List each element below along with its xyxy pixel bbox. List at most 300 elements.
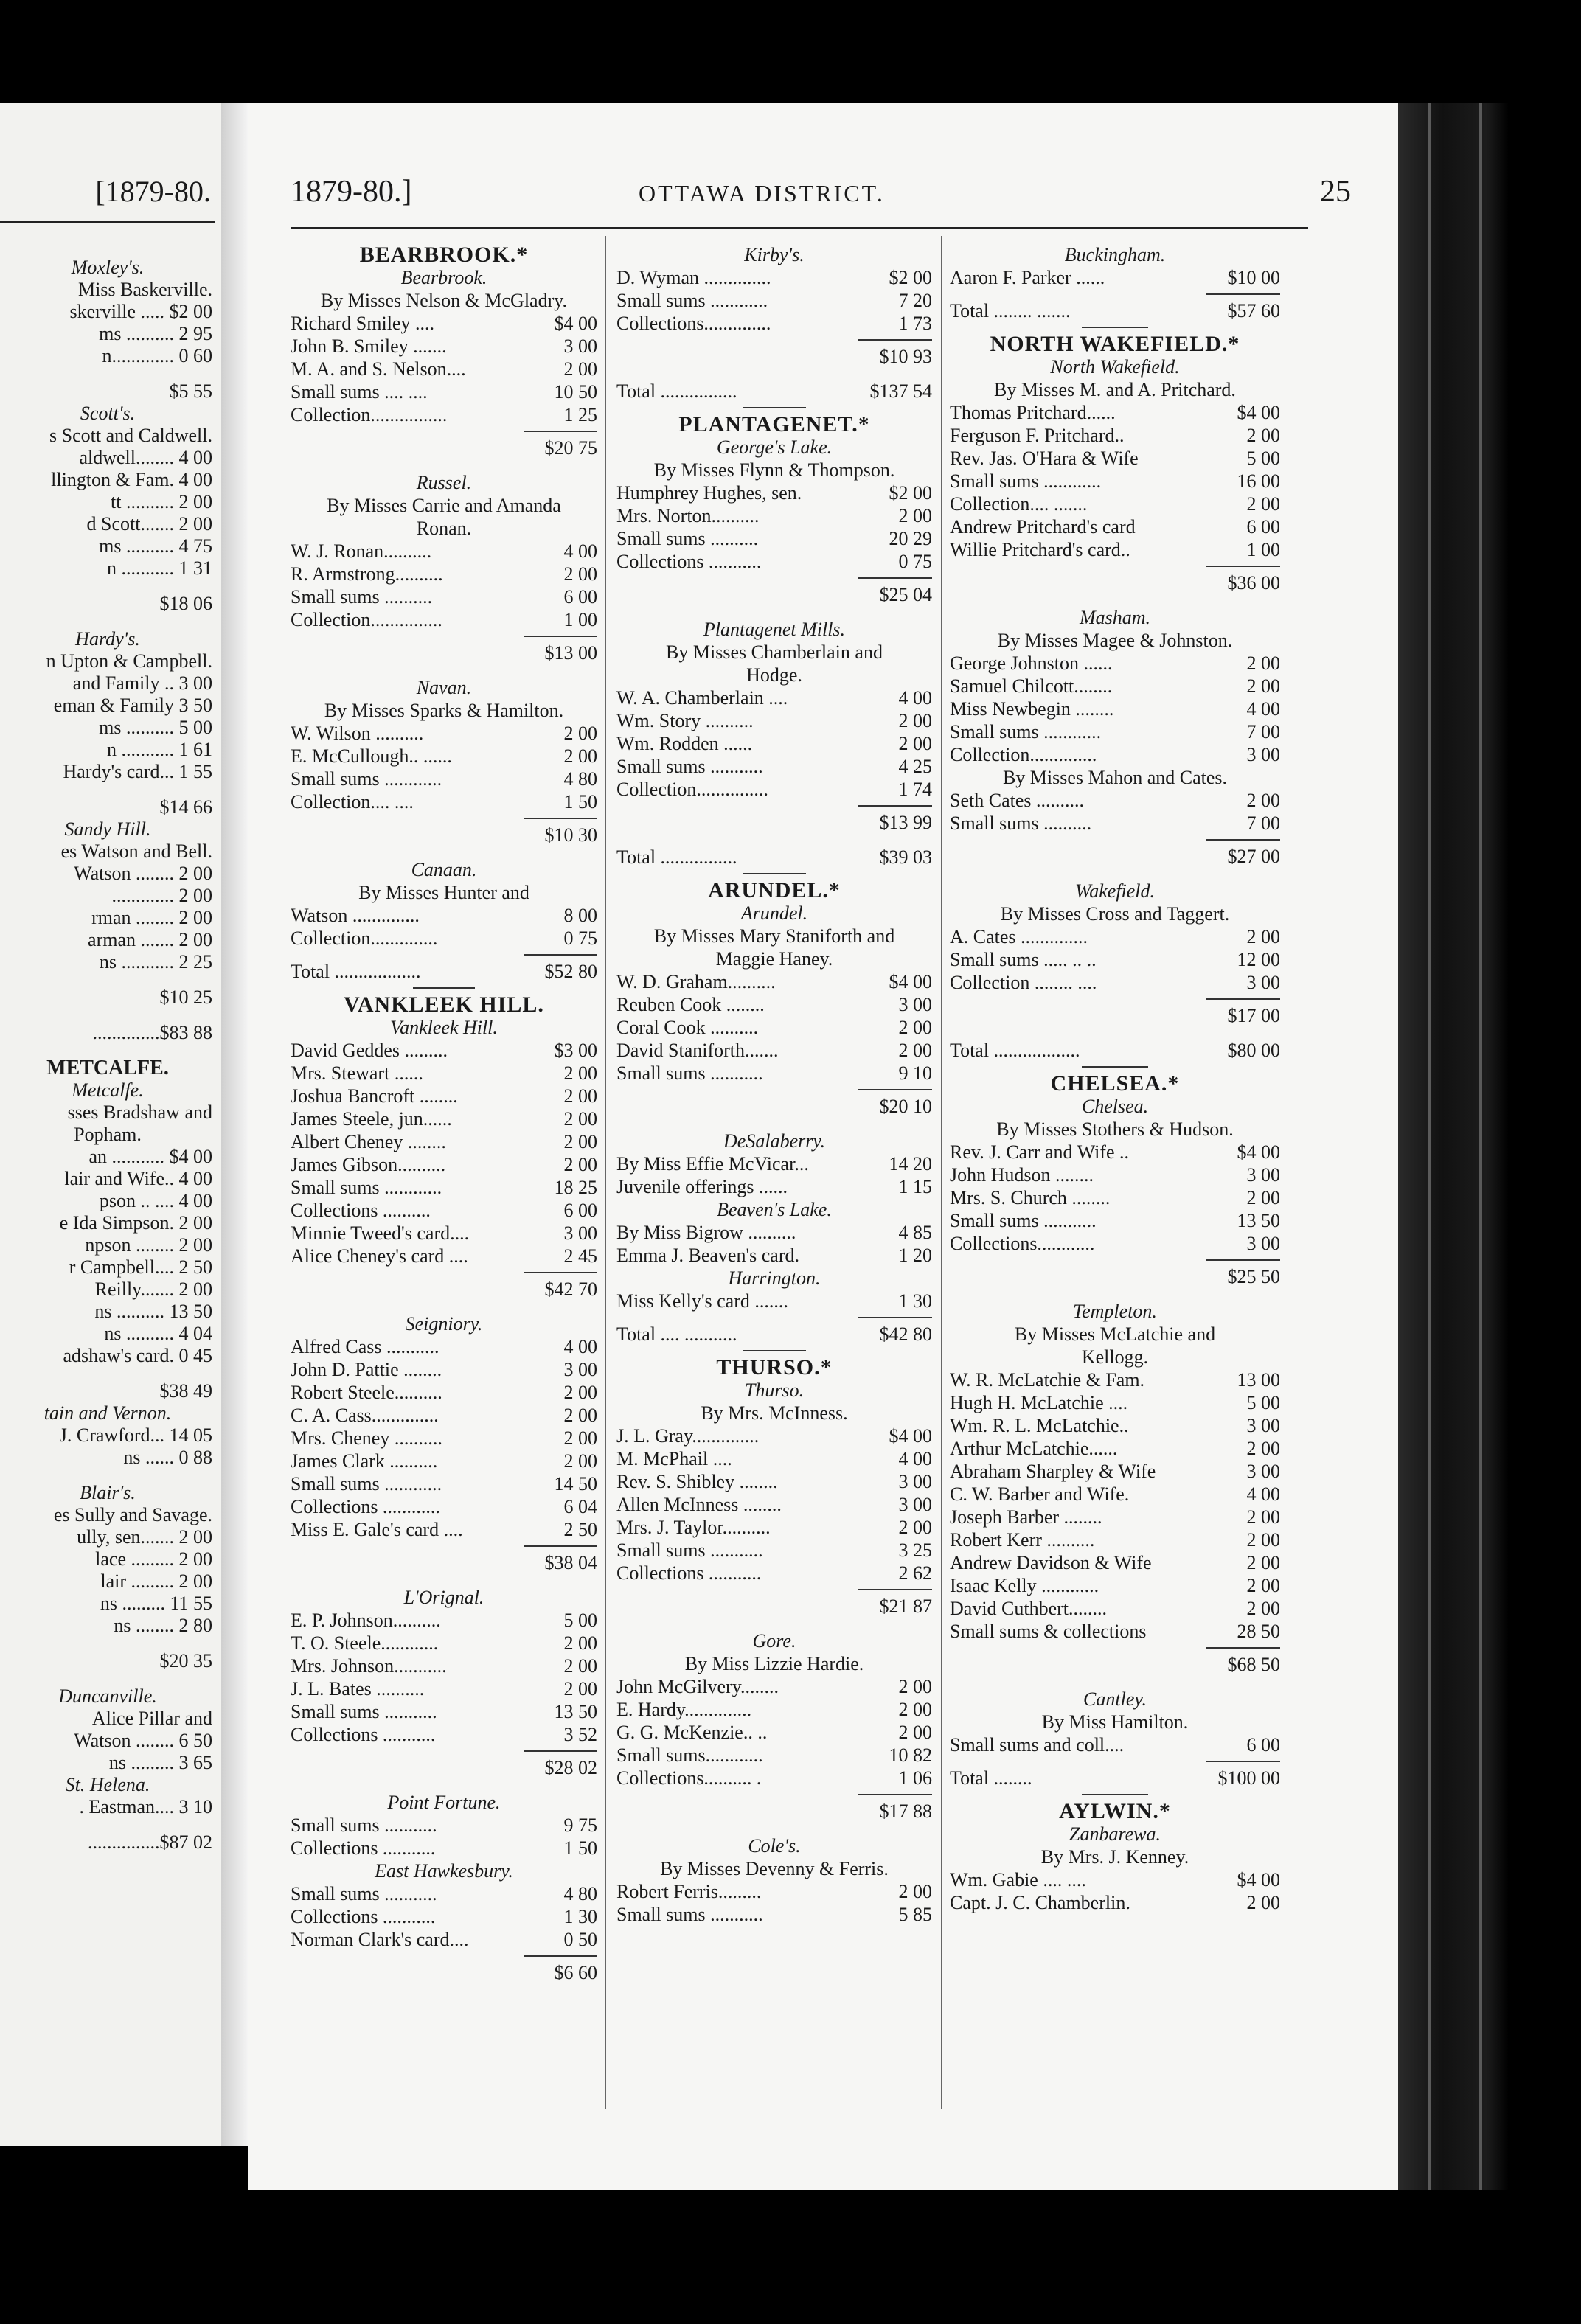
- donor-name: Small sums ...........: [616, 1540, 763, 1561]
- place-name: Beaven's Lake.: [717, 1199, 832, 1220]
- amount: 2 00: [563, 1678, 597, 1699]
- donation-row: [291, 904, 597, 927]
- donor-name: Robert Ferris.........: [616, 1881, 762, 1902]
- amount: 2 00: [563, 1154, 597, 1175]
- amount: 3 00: [898, 1471, 932, 1492]
- donor-name: Robert Kerr ..........: [950, 1529, 1095, 1551]
- donor-name: Small sums ............: [291, 768, 442, 790]
- donor-name: Small sums ..........: [950, 813, 1092, 834]
- entry-line: d Scott....... 2 00: [86, 513, 212, 535]
- donor-name: Collections..............: [616, 313, 771, 334]
- amount: 9 10: [898, 1062, 932, 1084]
- donor-name: Wm. Rodden ......: [616, 733, 753, 754]
- entry-line: llington & Fam. 4 00: [51, 469, 212, 490]
- amount: 2 50: [563, 1519, 597, 1540]
- amount: $3 00: [554, 1040, 597, 1061]
- donation-row: [616, 1062, 932, 1085]
- entry-line: s Scott and Caldwell.: [49, 425, 212, 446]
- entry-line: Watson ........ 6 50: [74, 1730, 212, 1751]
- place-name: Moxley's.: [71, 257, 145, 278]
- section-rule: [616, 869, 932, 879]
- donor-name: Mrs. Johnson...........: [291, 1655, 447, 1677]
- amount: 18 25: [554, 1177, 597, 1198]
- donation-row: [291, 1222, 597, 1245]
- donor-name: Miss Newbegin ........: [950, 698, 1114, 720]
- entry-line: ns .......... 4 04: [104, 1323, 212, 1344]
- donation-row: [616, 993, 932, 1016]
- entry-line: $5 55: [169, 380, 212, 402]
- spacer: [0, 1637, 215, 1650]
- subtotal-rule: [616, 1312, 932, 1323]
- place-name: Russel.: [416, 472, 472, 493]
- amount: 2 00: [898, 1881, 932, 1902]
- donor-name: By Miss Bigrow ..........: [616, 1222, 796, 1243]
- spacer: [616, 1118, 932, 1130]
- amount: 3 00: [1246, 744, 1280, 765]
- place-name: Sandy Hill.: [64, 818, 151, 840]
- amount: $4 00: [889, 971, 932, 992]
- book-spine: [221, 103, 248, 2146]
- donation-row: [291, 585, 597, 608]
- entry-line: adshaw's card. 0 45: [63, 1345, 212, 1366]
- page-header: [248, 174, 1398, 218]
- donation-row: [616, 709, 932, 732]
- entry-line: es Watson and Bell.: [60, 841, 212, 862]
- donor-name: W. R. McLatchie & Fam.: [950, 1369, 1145, 1391]
- donor-name: C. W. Barber and Wife.: [950, 1483, 1130, 1505]
- amount: 13 00: [1237, 1369, 1280, 1391]
- place-name: DeSalaberry.: [723, 1130, 825, 1152]
- subtotal-rule: [291, 950, 597, 960]
- place-name: Arundel.: [740, 902, 808, 924]
- donation-row: [291, 1427, 597, 1450]
- amount: 2 00: [1246, 1892, 1280, 1913]
- section-rule: [616, 1346, 932, 1356]
- amount: 1 30: [563, 1906, 597, 1927]
- subtotal-value: $6 60: [554, 1962, 597, 1983]
- donor-name: W. Wilson ..........: [291, 723, 424, 744]
- amount: 3 52: [563, 1724, 597, 1745]
- donation-row: [616, 1290, 932, 1312]
- amount: 3 00: [1246, 1233, 1280, 1254]
- entry-line: and Family .. 3 00: [72, 672, 212, 694]
- amount: 2 00: [1246, 926, 1280, 947]
- subtotal-rule: [950, 1255, 1280, 1265]
- donation-row: [291, 1245, 597, 1267]
- amount: 2 00: [898, 1040, 932, 1061]
- donor-name: Collection...............: [616, 779, 768, 800]
- subtotal-rule: [616, 573, 932, 583]
- spacer: [950, 1676, 1280, 1688]
- column-2: [616, 243, 932, 1926]
- section-rule: [291, 983, 597, 993]
- subtotal-value: $17 88: [879, 1801, 932, 1822]
- amount: $4 00: [1237, 1141, 1280, 1163]
- donation-row: [950, 1767, 1280, 1789]
- donor-name: Total ..................: [291, 961, 421, 982]
- spacer: [950, 1288, 1280, 1300]
- amount: 2 00: [898, 1517, 932, 1538]
- donation-row: [291, 1723, 597, 1746]
- donor-name: Collections ...........: [291, 1724, 436, 1745]
- amount: 7 20: [898, 290, 932, 311]
- donation-row: [616, 970, 932, 993]
- entry-line: ms .......... 5 00: [99, 717, 212, 738]
- amount: 4 00: [563, 1336, 597, 1357]
- donation-row: [291, 768, 597, 790]
- donation-row: [616, 1767, 932, 1789]
- edge-line: [1479, 103, 1482, 2190]
- amount: $100 00: [1217, 1767, 1280, 1789]
- subtotal-value: $27 00: [1227, 846, 1280, 867]
- collector-line: By Misses Hunter and: [358, 882, 529, 903]
- donation-row: [950, 1620, 1280, 1643]
- collector-line: By Misses Devenny & Ferris.: [660, 1858, 889, 1879]
- place-name: Masham.: [1079, 607, 1151, 628]
- donor-name: J. L. Bates ..........: [291, 1678, 425, 1699]
- amount: 2 00: [898, 1699, 932, 1720]
- subtotal-value: $13 00: [544, 642, 597, 664]
- amount: 14 50: [554, 1473, 597, 1495]
- subtotal-rule: [950, 994, 1280, 1004]
- spacer: [291, 1301, 597, 1312]
- amount: 2 00: [898, 733, 932, 754]
- entry-line: n ........... 1 31: [107, 557, 212, 579]
- donor-name: Collections ...........: [291, 1906, 436, 1927]
- amount: 1 73: [898, 313, 932, 334]
- amount: 28 50: [1237, 1621, 1280, 1642]
- donor-name: Isaac Kelly ............: [950, 1575, 1099, 1596]
- amount: 2 00: [563, 723, 597, 744]
- entry-line: skerville ..... $2 00: [69, 301, 212, 322]
- donation-row: [291, 1495, 597, 1518]
- donor-name: Norman Clark's card....: [291, 1929, 469, 1950]
- amount: 2 00: [1246, 493, 1280, 515]
- donor-name: Wm. Gabie .... ....: [950, 1869, 1086, 1890]
- donor-name: Small sums ...........: [616, 1904, 763, 1925]
- amount: 2 00: [563, 1427, 597, 1449]
- amount: 2 00: [898, 505, 932, 526]
- donation-row: [291, 1450, 597, 1472]
- collector-line: By Misses Chamberlain and: [666, 641, 883, 663]
- collector-line: Maggie Haney.: [715, 948, 833, 970]
- subtotal-rule: [616, 1789, 932, 1800]
- donation-row: [291, 563, 597, 585]
- entry-line: . Eastman.... 3 10: [79, 1796, 212, 1817]
- donation-row: [291, 312, 597, 335]
- donation-row: [291, 1700, 597, 1723]
- spacer: [0, 367, 215, 380]
- place-name: Cantley.: [1083, 1688, 1147, 1710]
- spacer: [0, 1044, 215, 1057]
- entry-line: npson ........ 2 00: [85, 1234, 212, 1256]
- left-page-header: [1879-80.: [95, 175, 211, 208]
- section-rule: [950, 1789, 1280, 1800]
- amount: $2 00: [889, 267, 932, 288]
- donor-name: Rev. Jas. O'Hara & Wife: [950, 448, 1139, 469]
- collector-line: By Misses Flynn & Thompson.: [653, 459, 895, 481]
- entry-line: $20 35: [159, 1650, 212, 1671]
- donation-row: [291, 1928, 597, 1951]
- donor-name: Reuben Cook ........: [616, 994, 765, 1015]
- place-name: Zanbarewa.: [1069, 1823, 1161, 1845]
- donor-name: Arthur McLatchie......: [950, 1438, 1118, 1459]
- subtotal-rule: [616, 1085, 932, 1095]
- amount: 1 00: [1246, 539, 1280, 560]
- donation-row: [291, 1107, 597, 1130]
- donor-name: Collection..............: [950, 744, 1097, 765]
- donation-row: [950, 1437, 1280, 1460]
- donor-name: Collection ........ ....: [950, 972, 1097, 993]
- donation-row: [950, 743, 1280, 766]
- amount: 4 25: [898, 756, 932, 777]
- collector-line: By Misses Sparks & Hamilton.: [324, 700, 564, 721]
- subtotal-rule: [950, 835, 1280, 845]
- place-name: Wakefield.: [1074, 880, 1156, 902]
- amount: 3 00: [563, 1222, 597, 1244]
- entry-line: ...............$87 02: [88, 1831, 212, 1853]
- amount: 1 20: [898, 1245, 932, 1266]
- column-3: [950, 243, 1280, 1914]
- amount: 5 85: [898, 1904, 932, 1925]
- collector-line: By Miss Lizzie Hardie.: [684, 1653, 864, 1674]
- subtotal-value: $36 00: [1227, 572, 1280, 594]
- donation-row: [950, 1868, 1280, 1891]
- donor-name: E. McCullough.. ......: [291, 745, 452, 767]
- donation-row: [616, 266, 932, 289]
- section-rule: [950, 1062, 1280, 1072]
- donation-row: [616, 1323, 932, 1346]
- donation-row: [291, 1609, 597, 1632]
- spacer: [291, 664, 597, 676]
- place-name: Kirby's.: [744, 244, 805, 265]
- collector-line: By Misses Magee & Johnston.: [997, 630, 1233, 651]
- entry-line: es Sully and Savage.: [53, 1504, 212, 1525]
- amount: 1 50: [563, 791, 597, 813]
- spacer: [616, 606, 932, 618]
- place-name: Thurso.: [744, 1380, 805, 1401]
- donation-row: [950, 447, 1280, 470]
- donor-name: Small sums .... ....: [291, 381, 428, 403]
- donation-row: [950, 1209, 1280, 1232]
- donation-row: [950, 266, 1280, 289]
- donation-row: [950, 1141, 1280, 1163]
- donor-name: Willie Pritchard's card..: [950, 539, 1130, 560]
- donation-row: [616, 481, 932, 504]
- donation-row: [291, 608, 597, 631]
- donation-row: [950, 1460, 1280, 1483]
- donor-name: M. A. and S. Nelson....: [291, 358, 466, 380]
- place-name: St. Helena.: [65, 1774, 150, 1795]
- amount: 3 00: [898, 1494, 932, 1515]
- donor-name: Small sums ...........: [616, 756, 763, 777]
- donation-row: [616, 732, 932, 755]
- place-name: Navan.: [416, 677, 472, 698]
- entry-line: n Upton & Campbell.: [46, 650, 212, 672]
- collector-line: By Mrs. J. Kenney.: [1040, 1846, 1189, 1868]
- spacer: [0, 580, 215, 593]
- page-number: 25: [1320, 175, 1351, 209]
- amount: 2 00: [1246, 1552, 1280, 1573]
- donation-row: [291, 927, 597, 950]
- donor-name: Emma J. Beaven's card.: [616, 1245, 799, 1266]
- donation-row: [616, 504, 932, 527]
- entry-line: lair ......... 2 00: [100, 1570, 212, 1592]
- section-heading: AYLWIN.*: [1059, 1800, 1171, 1823]
- donation-row: [950, 299, 1280, 322]
- donation-row: [616, 1221, 932, 1244]
- donation-row: [950, 675, 1280, 697]
- collector-line: By Mrs. McInness.: [701, 1402, 848, 1424]
- amount: 2 00: [563, 1632, 597, 1654]
- donor-name: Albert Cheney ........: [291, 1131, 446, 1152]
- donor-name: Small sums ..........: [616, 528, 759, 549]
- entry-line: lace ......... 2 00: [95, 1548, 212, 1570]
- amount: 2 00: [898, 710, 932, 731]
- donation-row: [950, 424, 1280, 447]
- donation-row: [616, 1175, 932, 1198]
- amount: 4 00: [1246, 1483, 1280, 1505]
- entry-line: ns ........... 2 25: [99, 951, 212, 973]
- donor-name: Humphrey Hughes, sen.: [616, 482, 802, 504]
- column-divider: [605, 236, 606, 2109]
- subtotal-rule: [291, 1951, 597, 1961]
- donor-name: Small sums ...........: [616, 1062, 763, 1084]
- donor-name: Small sums ............: [291, 1473, 442, 1495]
- collector-line: By Misses McLatchie and: [1014, 1323, 1216, 1345]
- subtotal-rule: [616, 1584, 932, 1595]
- amount: $80 00: [1227, 1040, 1280, 1061]
- amount: 3 00: [1246, 1415, 1280, 1436]
- edge-line: [1428, 103, 1431, 2190]
- donation-row: [616, 1447, 932, 1470]
- donor-name: D. Wyman ..............: [616, 267, 771, 288]
- donor-name: Andrew Davidson & Wife: [950, 1552, 1152, 1573]
- amount: 2 00: [1246, 1506, 1280, 1528]
- donation-row: [291, 1404, 597, 1427]
- subtotal-value: $10 30: [544, 824, 597, 846]
- spacer: [0, 615, 215, 628]
- amount: 1 25: [563, 404, 597, 425]
- amount: 4 85: [898, 1222, 932, 1243]
- subtotal-rule: [291, 631, 597, 641]
- collector-line: By Misses Nelson & McGladry.: [320, 290, 568, 311]
- amount: 2 00: [563, 1108, 597, 1130]
- subtotal-rule: [950, 561, 1280, 571]
- place-name: L'Orignal.: [403, 1587, 484, 1608]
- left-header-rule: [0, 221, 215, 223]
- entry-line: Popham.: [74, 1124, 142, 1145]
- section-heading: BEARBROOK.*: [359, 243, 529, 266]
- place-name: North Wakefield.: [1050, 356, 1180, 378]
- amount: 2 00: [1246, 1529, 1280, 1551]
- donor-name: Small sums ............: [616, 290, 768, 311]
- donation-row: [616, 1903, 932, 1926]
- subtotal-value: $42 70: [544, 1278, 597, 1300]
- subtotal-rule: [291, 426, 597, 436]
- donor-name: M. McPhail ....: [616, 1448, 732, 1469]
- donor-name: Miss Kelly's card .......: [616, 1290, 788, 1312]
- entry-line: n ........... 1 61: [107, 739, 212, 760]
- subtotal-rule: [291, 1541, 597, 1551]
- amount: 1 50: [563, 1837, 597, 1859]
- donor-name: Mrs. S. Church ........: [950, 1187, 1111, 1208]
- donor-name: Small sums ............: [950, 721, 1102, 742]
- amount: $137 54: [869, 380, 932, 402]
- donation-row: [291, 1039, 597, 1062]
- subtotal-value: $28 02: [544, 1757, 597, 1778]
- amount: 13 50: [554, 1701, 597, 1722]
- spacer: [950, 594, 1280, 606]
- donation-row: [291, 1677, 597, 1700]
- donation-row: [616, 1562, 932, 1584]
- donor-name: David Staniforth.......: [616, 1040, 779, 1061]
- donor-name: Small sums ............: [291, 1177, 442, 1198]
- donor-name: Minnie Tweed's card....: [291, 1222, 470, 1244]
- section-heading: METCALFE.: [46, 1057, 169, 1079]
- donation-row: [616, 1470, 932, 1493]
- donor-name: Wm. R. L. McLatchie..: [950, 1415, 1129, 1436]
- donor-name: Mrs. Stewart ......: [291, 1062, 423, 1084]
- place-name: Scott's.: [80, 403, 136, 424]
- subtotal-value: $17 00: [1227, 1005, 1280, 1026]
- donor-name: Small sums ...........: [291, 1815, 437, 1836]
- place-name: Chelsea.: [1081, 1096, 1149, 1117]
- donor-name: Alice Cheney's card ....: [291, 1245, 468, 1267]
- place-name: Duncanville.: [58, 1685, 157, 1707]
- amount: 10 50: [554, 381, 597, 403]
- entry-line: sses Bradshaw and: [67, 1102, 212, 1123]
- place-name: Buckingham.: [1064, 244, 1166, 265]
- spacer: [950, 868, 1280, 880]
- amount: 3 25: [898, 1540, 932, 1561]
- donation-row: [291, 1062, 597, 1085]
- place-name: Metcalfe.: [72, 1079, 144, 1101]
- donor-name: Hugh H. McLatchie ....: [950, 1392, 1128, 1413]
- entry-line: ............. 2 00: [111, 885, 212, 906]
- donation-row: [950, 720, 1280, 743]
- subtotal-rule: [950, 1643, 1280, 1653]
- entry-line: an ........... $4 00: [88, 1146, 212, 1167]
- donation-row: [616, 1493, 932, 1516]
- amount: 4 80: [563, 1883, 597, 1904]
- donation-row: [616, 755, 932, 778]
- donation-row: [950, 493, 1280, 515]
- donor-name: Total ................: [616, 380, 737, 402]
- donation-row: [616, 1424, 932, 1447]
- amount: 6 00: [1246, 516, 1280, 537]
- entry-line: tt .......... 2 00: [111, 491, 212, 512]
- collector-line: By Misses Stothers & Hudson.: [996, 1118, 1234, 1140]
- donation-row: [950, 1733, 1280, 1756]
- amount: 2 00: [563, 563, 597, 585]
- amount: $39 03: [879, 846, 932, 868]
- amount: 2 00: [563, 1405, 597, 1426]
- donation-row: [950, 1391, 1280, 1414]
- subtotal-rule: [950, 1756, 1280, 1767]
- place-name: Plantagenet Mills.: [703, 619, 846, 640]
- spacer: [0, 973, 215, 987]
- amount: 7 00: [1246, 721, 1280, 742]
- spacer: [0, 243, 215, 257]
- entry-line: $38 49: [159, 1380, 212, 1402]
- entry-line: ns ......... 11 55: [100, 1593, 212, 1614]
- donor-name: Andrew Pritchard's card: [950, 516, 1136, 537]
- donation-row: [616, 380, 932, 403]
- donation-row: [291, 1905, 597, 1928]
- donor-name: Total ................: [616, 846, 737, 868]
- donation-row: [950, 1891, 1280, 1914]
